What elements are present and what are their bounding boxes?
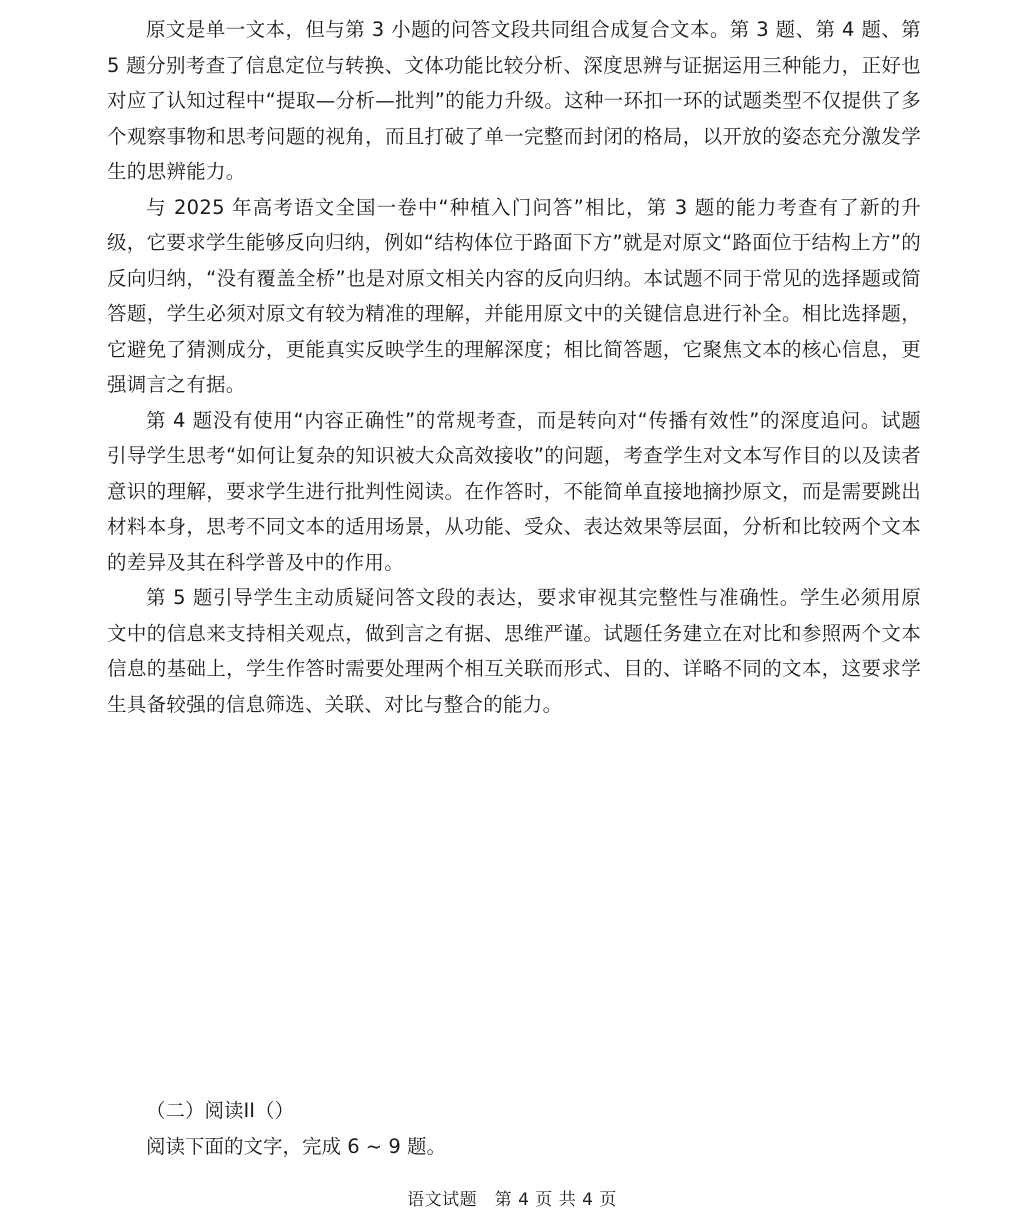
analysis-text <box>107 12 921 722</box>
paragraph-2: 与 2025 年高考语文全国一卷中“种植入门问答”相比，第 3 题的能力考查有了新的升级，它要求学生能够反向归纳，例如“结构体位于路面下方”就是对原文“路面位于结构上方”的反向归纳，“没有覆盖全桥”也是对原文相关内容的反向归纳。本试题不同于常见的选择题或简答题，学生必须对原文有较为精准的理解，并能用原文中的关键信息进行补全。相比选择题，它避免了猜测成分，更能真实反映学生的理解深度；相比简答题，它聚焦文本的核心信息，更强调言之有据。 <box>107 195 921 396</box>
section-heading: （二）阅读II（） <box>146 1099 295 1122</box>
paragraph-3: 第 4 题没有使用“内容正确性”的常规考查，而是转向对“传播有效性”的深度追问。试题引导学生思考“如何让复杂的知识被大众高效接收”的问题，考查学生对文本写作目的以及读者意识的理解，要求学生进行批判性阅读。在作答时，不能简单直接地摘抄原文，而是需要跳出材料本身，思考不同文本的适用场景，从功能、受众、表达效果等层面，分析和比较两个文本的差异及其在科学普及中的作用。 <box>107 408 921 574</box>
reading-section <box>107 1093 921 1165</box>
paragraph-4: 第 5 题引导学生主动质疑问答文段的表达，要求审视其完整性与准确性。学生必须用原文中的信息来支持相关观点，做到言之有据、思维严谨。试题任务建立在对比和参照两个文本信息的基础上，学生作答时需要处理两个相互关联而形式、目的、详略不同的文本，这要求学生具备较强的信息筛选、关联、对比与整合的能力。 <box>107 586 921 716</box>
section-instruction: 阅读下面的文字，完成 6 ~ 9 题。 <box>146 1135 446 1158</box>
paragraph-1: 原文是单一文本，但与第 3 小题的问答文段共同组合成复合文本。第 3 题、第 4 题、第 5 题分别考查了信息定位与转换、文体功能比较分析、深度思辨与证据运用三种能力，正好也对应了认知过程中“提取—分析—批判”的能力升级。这种一环扣一环的试题类型不仅提供了多个观察事物和思考问题的视角，而且打破了单一完整而封闭的格局，以开放的姿态充分激发学生的思辨能力。 <box>107 18 921 183</box>
page-footer: 语文试题 第 4 页 共 4 页 <box>407 1190 617 1210</box>
